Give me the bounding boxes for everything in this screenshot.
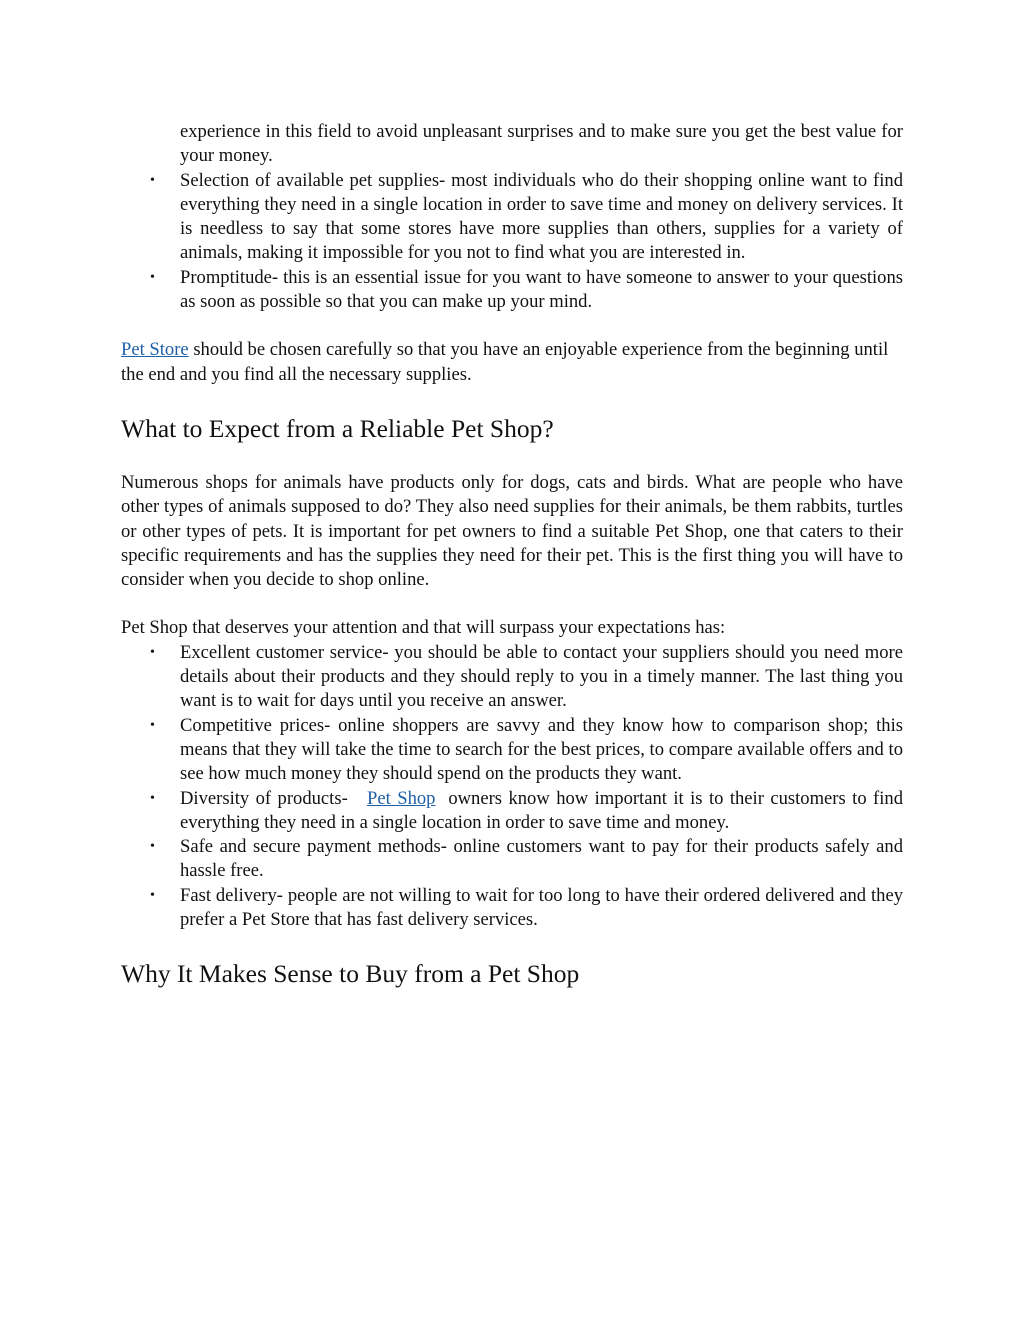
diversity-suffix: owners know how important it is to their customers to find everything they need in a single location in order to save time and money. — [180, 787, 903, 833]
diversity-prefix: Diversity of products- — [180, 787, 348, 809]
pet-store-link[interactable]: Pet Store — [121, 339, 189, 361]
body-paragraph: Pet Shop that deserves your attention and that will surpass your expectations has: — [121, 617, 726, 639]
list-item — [121, 787, 903, 836]
list-item — [121, 884, 903, 933]
list-item — [121, 169, 903, 266]
pet-shop-link[interactable]: Pet Shop — [367, 787, 436, 809]
list-item — [121, 266, 903, 315]
bullet-icon: • — [150, 269, 155, 285]
bullet-icon: • — [150, 717, 155, 733]
list-item-text: Fast delivery- people are not willing to wait for too long to have their ordered delivered and they prefer a Pet Store that has fast delivery services. — [180, 884, 903, 931]
bullet-icon: • — [150, 887, 155, 903]
list-item-text — [180, 788, 903, 833]
bullet-icon: • — [150, 839, 155, 855]
document-page — [121, 120, 903, 990]
pet-store-paragraph — [121, 338, 903, 387]
list-item-text: Safe and secure payment methods- online customers want to pay for their products safely and hassle free. — [180, 836, 903, 882]
list-item-text: Promptitude- this is an essential issue for you want to have someone to answer to your questions as soon as possible so that you can make up your mind. — [180, 266, 903, 313]
intro-continuation: experience in this field to avoid unpleasant surprises and to make sure you get the best value for your money. — [180, 121, 903, 167]
list-item-text: Competitive prices- online shoppers are savvy and they know how to comparison shop; this means that they will take the time to search for the best prices, to compare available offers and to see how much money they should spend on the products they want. — [180, 714, 903, 785]
list-item-text: Excellent customer service- you should be able to contact your suppliers should you need more details about their products and they should reply to you in a timely manner. The last thing you want is to wait for days until you receive an answer. — [180, 641, 903, 712]
section-heading: Why It Makes Sense to Buy from a Pet Shop — [121, 959, 580, 989]
list-item-text: Selection of available pet supplies- most individuals who do their shopping online want to find everything they need in a single location in order to save time and money on delivery services. It is needless to say that some stores have more supplies than others, supplies for a variety of animals, making it impossible for you not to find what you are interested in. — [180, 169, 903, 264]
section-heading: What to Expect from a Reliable Pet Shop? — [121, 413, 554, 443]
list-item — [121, 714, 903, 787]
pet-store-paragraph-text: should be chosen carefully so that you have an enjoyable experience from the beginning until the end and you find all the necessary supplies. — [121, 339, 889, 385]
body-paragraph: Numerous shops for animals have products only for dogs, cats and birds. What are people who have other types of animals supposed to do? They also need supplies for their animals, be them rabbits, turtles or other types of pets. It is important for pet owners to find a suitable Pet Shop, one that caters to their specific requirements and has the supplies they need for their pet. This is the first thing you will have to consider when you decide to shop online. — [121, 471, 903, 591]
bullet-icon: • — [150, 790, 155, 806]
bullet-icon: • — [150, 172, 155, 188]
list-item — [121, 835, 903, 884]
bullet-icon: • — [150, 644, 155, 660]
list-item — [121, 641, 903, 714]
